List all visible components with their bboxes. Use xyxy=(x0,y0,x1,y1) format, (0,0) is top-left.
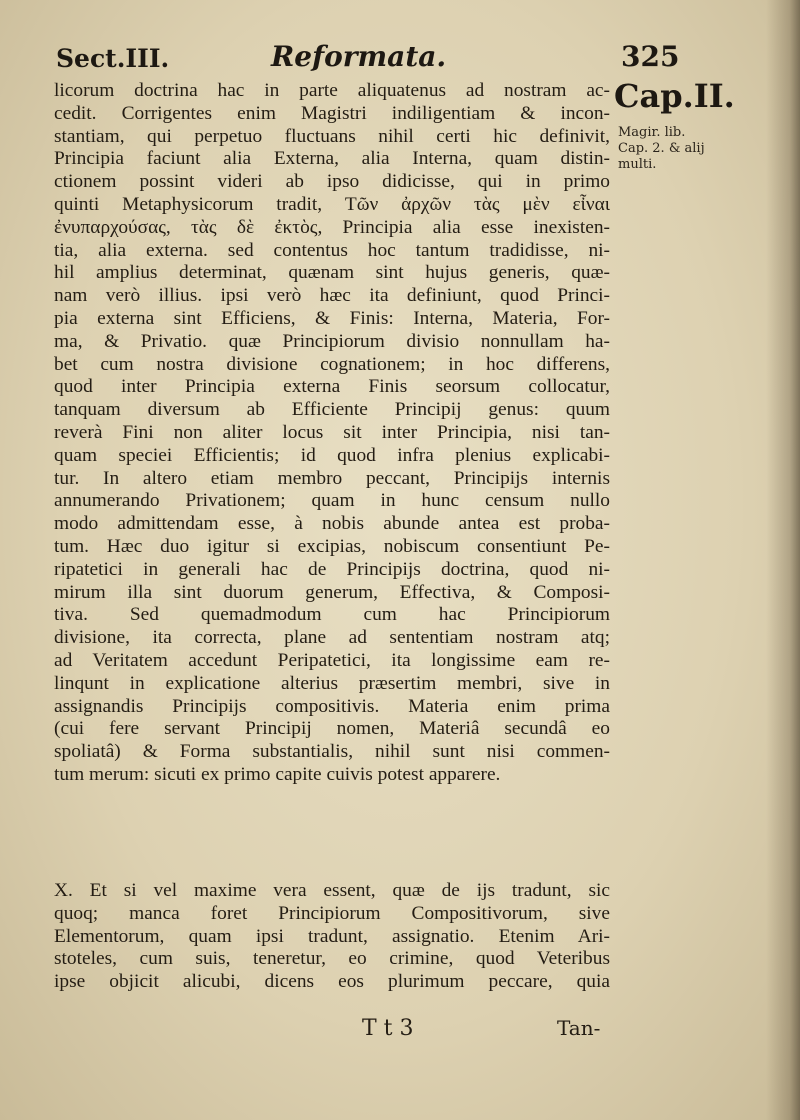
margin-note-line: Cap. 2. & alij xyxy=(618,141,705,156)
text-line: tum. Hæc duo igitur si excipias, nobiscum consentiunt Pe- xyxy=(54,535,610,557)
text-line: annumerando Privationem; quam in hunc censum nullo xyxy=(54,490,610,512)
text-line: quinti Metaphysicorum tradit, Τῶν ἀρχῶν τὰς μὲν εἶναι xyxy=(54,193,610,215)
text-line: nam verò illius. ipsi verò hæc ita definiunt, quod Princi- xyxy=(54,285,610,307)
text-line: tur. In altero etiam membro peccant, Principijs internis xyxy=(54,467,610,489)
text-line: stoteles, cum suis, teneretur, eo crimine, quod Veteribus xyxy=(54,948,610,970)
running-title: Reformata. xyxy=(271,40,447,73)
text-line: tanquam diversum ab Efficiente Principij genus: quum xyxy=(54,399,610,421)
text-line: cedit. Corrigentes enim Magistri indiligentiam & incon- xyxy=(54,102,610,124)
text-line: ma, & Privatio. quæ Principiorum divisio nonnullam ha- xyxy=(54,330,610,352)
text-line: ἐνυπαρχούσας, τὰς δὲ ἐκτὸς, Principia alia esse inexisten- xyxy=(54,216,610,238)
text-line: ripatetici in generali hac de Principijs doctrina, quod ni- xyxy=(54,558,610,580)
text-line: ipse objicit alicubi, dicens eos plurimum peccare, quia xyxy=(54,971,610,993)
text-line: quam speciei Efficientis; id quod infra plenius explicabi- xyxy=(54,444,610,466)
text-line: modo admittendam esse, à nobis abunde antea est proba- xyxy=(54,513,610,535)
text-line: hil amplius determinat, quænam sint hujus generis, quæ- xyxy=(54,262,610,284)
text-line: quod inter Principia externa Finis seorsum collocatur, xyxy=(54,376,610,398)
text-line: ad Veritatem accedunt Peripatetici, ita longissime eam re- xyxy=(54,649,610,671)
text-line: stantiam, qui perpetuo fluctuans nihil certi hic definivit, xyxy=(54,125,610,147)
margin-note xyxy=(618,125,768,173)
signature-mark: T t 3 xyxy=(362,1016,414,1041)
text-line: pia externa sint Efficiens, & Finis: Interna, Materia, For- xyxy=(54,307,610,329)
text-line: spoliatâ) & Forma substantialis, nihil sunt nisi commen- xyxy=(54,741,610,763)
text-line: (cui fere servant Principij nomen, Materiâ secundâ eo xyxy=(54,718,610,740)
catchword: Tan- xyxy=(557,1016,601,1040)
text-line: X. Et si vel maxime vera essent, quæ de ijs tradunt, sic xyxy=(54,880,610,901)
margin-note-line: Magir. lib. xyxy=(618,125,686,140)
text-line: Elementorum, quam ipsi tradunt, assignatio. Etenim Ari- xyxy=(54,925,610,947)
running-head xyxy=(56,36,696,82)
text-line: quoq; manca foret Principiorum Compositivorum, sive xyxy=(54,902,610,924)
text-line: assignandis Principijs compositivis. Materia enim prima xyxy=(54,695,610,717)
text-line: divisione, ita correcta, plane ad sententiam nostram atq; xyxy=(54,627,610,649)
text-line: licorum doctrina hac in parte aliquatenus ad nostram ac- xyxy=(54,80,610,101)
text-line: tia, alia externa. sed contentus hoc tantum tradidisse, ni- xyxy=(54,239,610,261)
text-line: tiva. Sed quemadmodum cum hac Principiorum xyxy=(54,604,610,626)
text-line: tum merum: sicuti ex primo capite cuivis potest apparere. xyxy=(54,763,501,785)
text-line: reverà Fini non aliter locus sit inter Principia, nisi tan- xyxy=(54,421,610,443)
margin-note-line: multi. xyxy=(618,157,657,172)
chapter-mark: Cap.II. xyxy=(614,77,735,115)
paragraph-2 xyxy=(54,880,610,994)
text-line: linqunt in explicatione alterius præsertim membri, sive in xyxy=(54,672,610,694)
text-line: mirum illa sint duorum generum, Effectiva, & Composi- xyxy=(54,581,610,603)
text-line: bet cum nostra divisione cognationem; in hoc differens, xyxy=(54,353,610,375)
page-number: 325 xyxy=(621,40,680,73)
paragraph-1 xyxy=(54,80,610,787)
section-label: Sect.III. xyxy=(56,44,170,73)
text-line: ctionem possint videri ab ipso didicisse, qui in primo xyxy=(54,171,610,193)
text-line: Principia faciunt alia Externa, alia Interna, quam distin- xyxy=(54,148,610,170)
